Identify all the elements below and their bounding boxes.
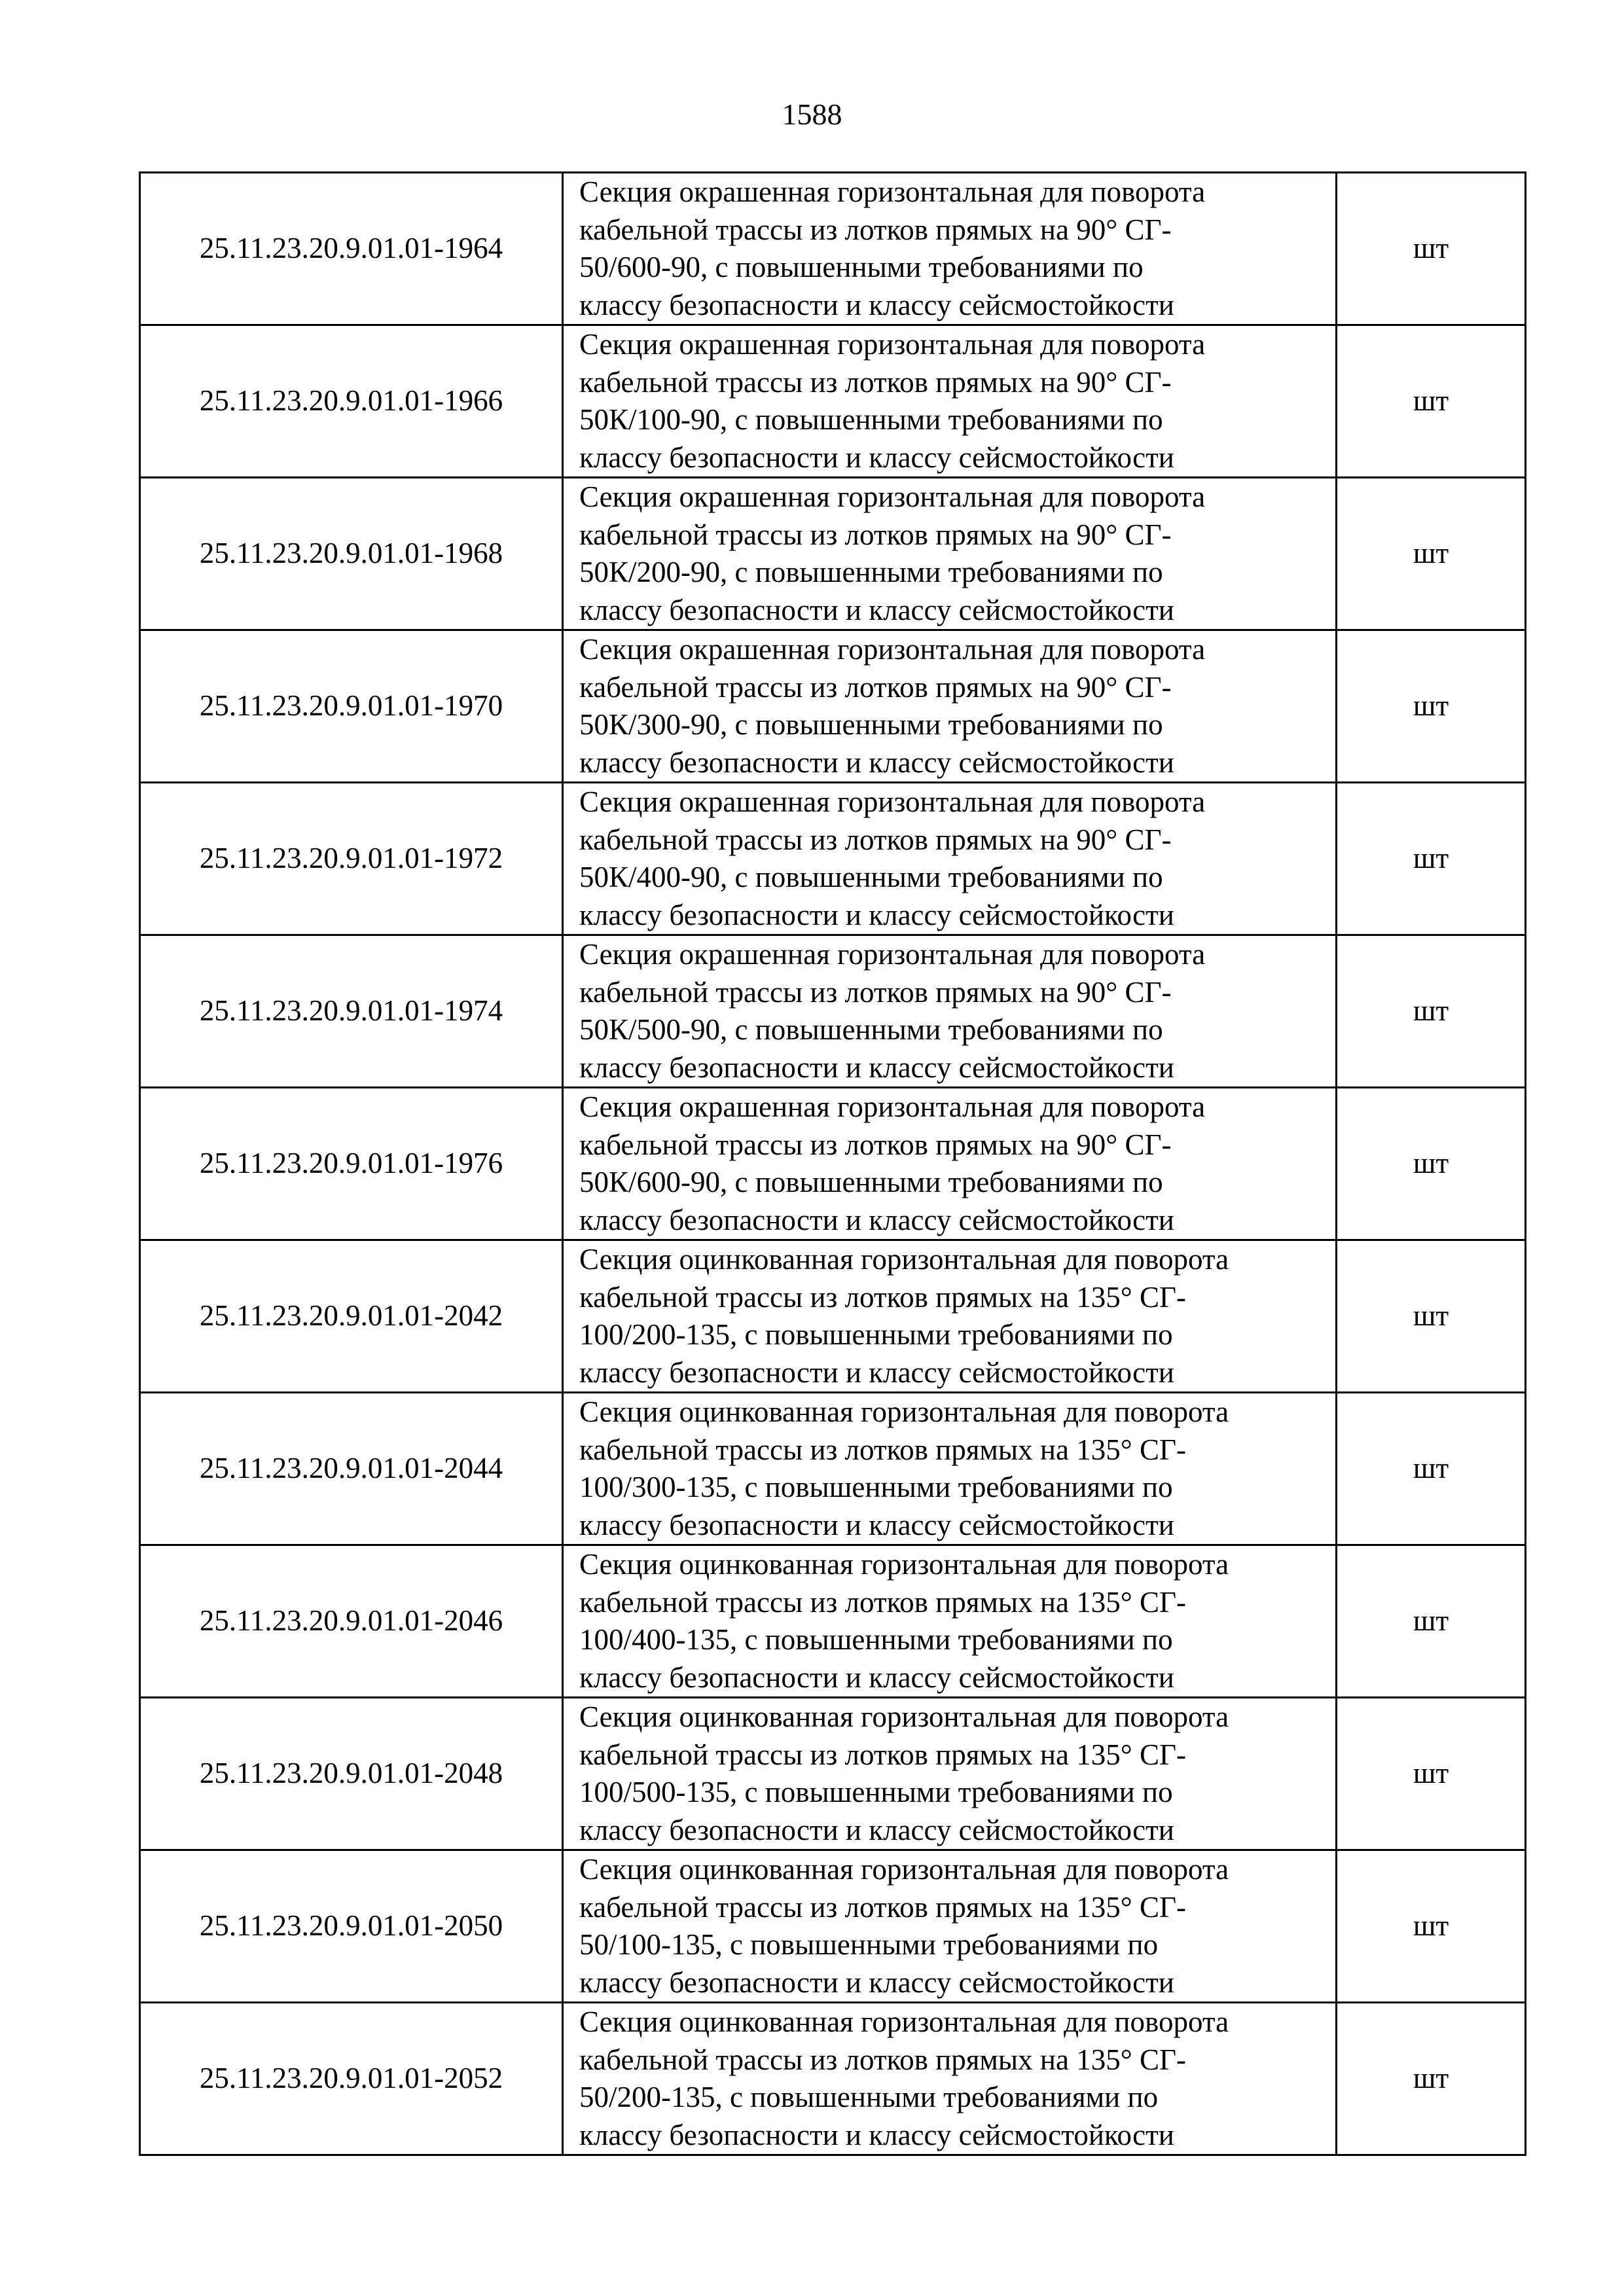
table-row (140, 1088, 1526, 1240)
table-row (140, 478, 1526, 630)
item-description-cell (563, 478, 1337, 630)
description-line: классу безопасности и классу сейсмостойкости (579, 898, 1174, 931)
description-line: Секция оцинкованная горизонтальная для поворота (579, 1853, 1229, 1886)
item-description-cell (563, 1393, 1337, 1545)
page-number: 1588 (782, 98, 842, 131)
description-line: 100/300-135, с повышенными требованиями по (579, 1471, 1173, 1503)
description-line: кабельной трассы из лотков прямых на 90° СГ- (579, 365, 1172, 399)
item-description-cell (563, 1698, 1337, 1850)
description-line: кабельной трассы из лотков прямых на 90° СГ- (579, 823, 1172, 856)
description-line: Секция оцинкованная горизонтальная для поворота (579, 2005, 1229, 2038)
table-row (140, 1698, 1526, 1850)
description-line: кабельной трассы из лотков прямых на 90° СГ- (579, 1128, 1172, 1161)
description-line: кабельной трассы из лотков прямых на 90° СГ- (579, 213, 1172, 246)
description-line: Секция окрашенная горизонтальная для поворота (579, 480, 1206, 513)
description-line: Секция окрашенная горизонтальная для поворота (579, 328, 1206, 361)
item-code-cell: 25.11.23.20.9.01.01-1964 (140, 173, 563, 325)
item-code-cell: 25.11.23.20.9.01.01-1974 (140, 935, 563, 1088)
item-unit-cell: шт (1337, 630, 1526, 783)
table-row (140, 1850, 1526, 2003)
item-unit-cell: шт (1337, 1698, 1526, 1850)
item-description-cell (563, 783, 1337, 935)
item-description-cell (563, 1088, 1337, 1240)
item-description-cell (563, 1240, 1337, 1393)
table-row (140, 783, 1526, 935)
table-row (140, 1545, 1526, 1698)
description-line: классу безопасности и классу сейсмостойкости (579, 745, 1174, 779)
item-description-cell (563, 1850, 1337, 2003)
item-unit-cell: шт (1337, 325, 1526, 478)
item-unit-cell: шт (1337, 173, 1526, 325)
description-line: Секция окрашенная горизонтальная для поворота (579, 938, 1206, 971)
description-line: Секция оцинкованная горизонтальная для поворота (579, 1548, 1229, 1581)
item-code-cell: 25.11.23.20.9.01.01-1976 (140, 1088, 563, 1240)
description-line: классу безопасности и классу сейсмостойкости (579, 1355, 1174, 1389)
description-line: 100/200-135, с повышенными требованиями по (579, 1318, 1173, 1351)
description-line: 50К/200-90, с повышенными требованиями по (579, 556, 1163, 588)
description-line: кабельной трассы из лотков прямых на 90° СГ- (579, 518, 1172, 551)
item-unit-cell: шт (1337, 935, 1526, 1088)
item-code-cell: 25.11.23.20.9.01.01-2044 (140, 1393, 563, 1545)
description-line: 50/600-90, с повышенными требованиями по (579, 251, 1144, 283)
table-row (140, 630, 1526, 783)
description-line: 50К/400-90, с повышенными требованиями по (579, 861, 1163, 893)
item-unit-cell: шт (1337, 1240, 1526, 1393)
description-line: кабельной трассы из лотков прямых на 135° СГ- (579, 1433, 1186, 1466)
item-code-cell: 25.11.23.20.9.01.01-1970 (140, 630, 563, 783)
description-line: 50/200-135, с повышенными требованиями по (579, 2081, 1159, 2113)
description-line: Секция окрашенная горизонтальная для поворота (579, 1090, 1206, 1123)
catalog-table (139, 171, 1526, 2156)
description-line: Секция окрашенная горизонтальная для поворота (579, 175, 1206, 208)
table-row (140, 1393, 1526, 1545)
description-line: 50К/500-90, с повышенными требованиями по (579, 1013, 1163, 1046)
description-line: Секция окрашенная горизонтальная для поворота (579, 633, 1206, 666)
description-line: классу безопасности и классу сейсмостойкости (579, 288, 1174, 321)
item-code-cell: 25.11.23.20.9.01.01-1968 (140, 478, 563, 630)
description-line: классу безопасности и классу сейсмостойкости (579, 1813, 1174, 1846)
item-description-cell (563, 173, 1337, 325)
item-description-cell (563, 1545, 1337, 1698)
description-line: классу безопасности и классу сейсмостойкости (579, 2118, 1174, 2151)
description-line: кабельной трассы из лотков прямых на 90° СГ- (579, 670, 1172, 704)
description-line: классу безопасности и классу сейсмостойкости (579, 1965, 1174, 1999)
description-line: кабельной трассы из лотков прямых на 135° СГ- (579, 1738, 1186, 1771)
description-line: 100/400-135, с повышенными требованиями по (579, 1623, 1173, 1656)
description-line: классу безопасности и классу сейсмостойкости (579, 1050, 1174, 1084)
description-line: 50К/100-90, с повышенными требованиями по (579, 403, 1163, 436)
item-description-cell (563, 325, 1337, 478)
item-code-cell: 25.11.23.20.9.01.01-1972 (140, 783, 563, 935)
item-description-cell (563, 630, 1337, 783)
item-code-cell: 25.11.23.20.9.01.01-2052 (140, 2003, 563, 2155)
item-code-cell: 25.11.23.20.9.01.01-1966 (140, 325, 563, 478)
item-code-cell: 25.11.23.20.9.01.01-2050 (140, 1850, 563, 2003)
item-description-cell (563, 935, 1337, 1088)
description-line: классу безопасности и классу сейсмостойкости (579, 440, 1174, 474)
table-row (140, 1240, 1526, 1393)
description-line: кабельной трассы из лотков прямых на 135° СГ- (579, 2043, 1186, 2076)
table-row (140, 935, 1526, 1088)
description-line: Секция окрашенная горизонтальная для поворота (579, 785, 1206, 818)
item-code-cell: 25.11.23.20.9.01.01-2046 (140, 1545, 563, 1698)
description-line: классу безопасности и классу сейсмостойкости (579, 593, 1174, 626)
item-unit-cell: шт (1337, 1850, 1526, 2003)
description-line: кабельной трассы из лотков прямых на 135° СГ- (579, 1280, 1186, 1314)
item-description-cell (563, 2003, 1337, 2155)
item-code-cell: 25.11.23.20.9.01.01-2042 (140, 1240, 563, 1393)
catalog-table-body (140, 173, 1526, 2155)
item-unit-cell: шт (1337, 478, 1526, 630)
item-unit-cell: шт (1337, 1393, 1526, 1545)
description-line: Секция оцинкованная горизонтальная для поворота (579, 1243, 1229, 1276)
item-unit-cell: шт (1337, 1088, 1526, 1240)
description-line: классу безопасности и классу сейсмостойкости (579, 1203, 1174, 1236)
description-line: кабельной трассы из лотков прямых на 90° СГ- (579, 975, 1172, 1009)
description-line: 50К/600-90, с повышенными требованиями по (579, 1166, 1163, 1198)
description-line: Секция оцинкованная горизонтальная для поворота (579, 1700, 1229, 1733)
description-line: 50К/300-90, с повышенными требованиями по (579, 708, 1163, 741)
description-line: классу безопасности и классу сейсмостойкости (579, 1508, 1174, 1541)
description-line: Секция оцинкованная горизонтальная для поворота (579, 1395, 1229, 1428)
description-line: 50/100-135, с повышенными требованиями по (579, 1928, 1159, 1961)
description-line: кабельной трассы из лотков прямых на 135° СГ- (579, 1890, 1186, 1924)
item-code-cell: 25.11.23.20.9.01.01-2048 (140, 1698, 563, 1850)
item-unit-cell: шт (1337, 1545, 1526, 1698)
table-row (140, 325, 1526, 478)
description-line: кабельной трассы из лотков прямых на 135° СГ- (579, 1585, 1186, 1619)
table-row (140, 173, 1526, 325)
description-line: 100/500-135, с повышенными требованиями по (579, 1776, 1173, 1808)
item-unit-cell: шт (1337, 2003, 1526, 2155)
item-unit-cell: шт (1337, 783, 1526, 935)
table-row (140, 2003, 1526, 2155)
description-line: классу безопасности и классу сейсмостойкости (579, 1660, 1174, 1694)
